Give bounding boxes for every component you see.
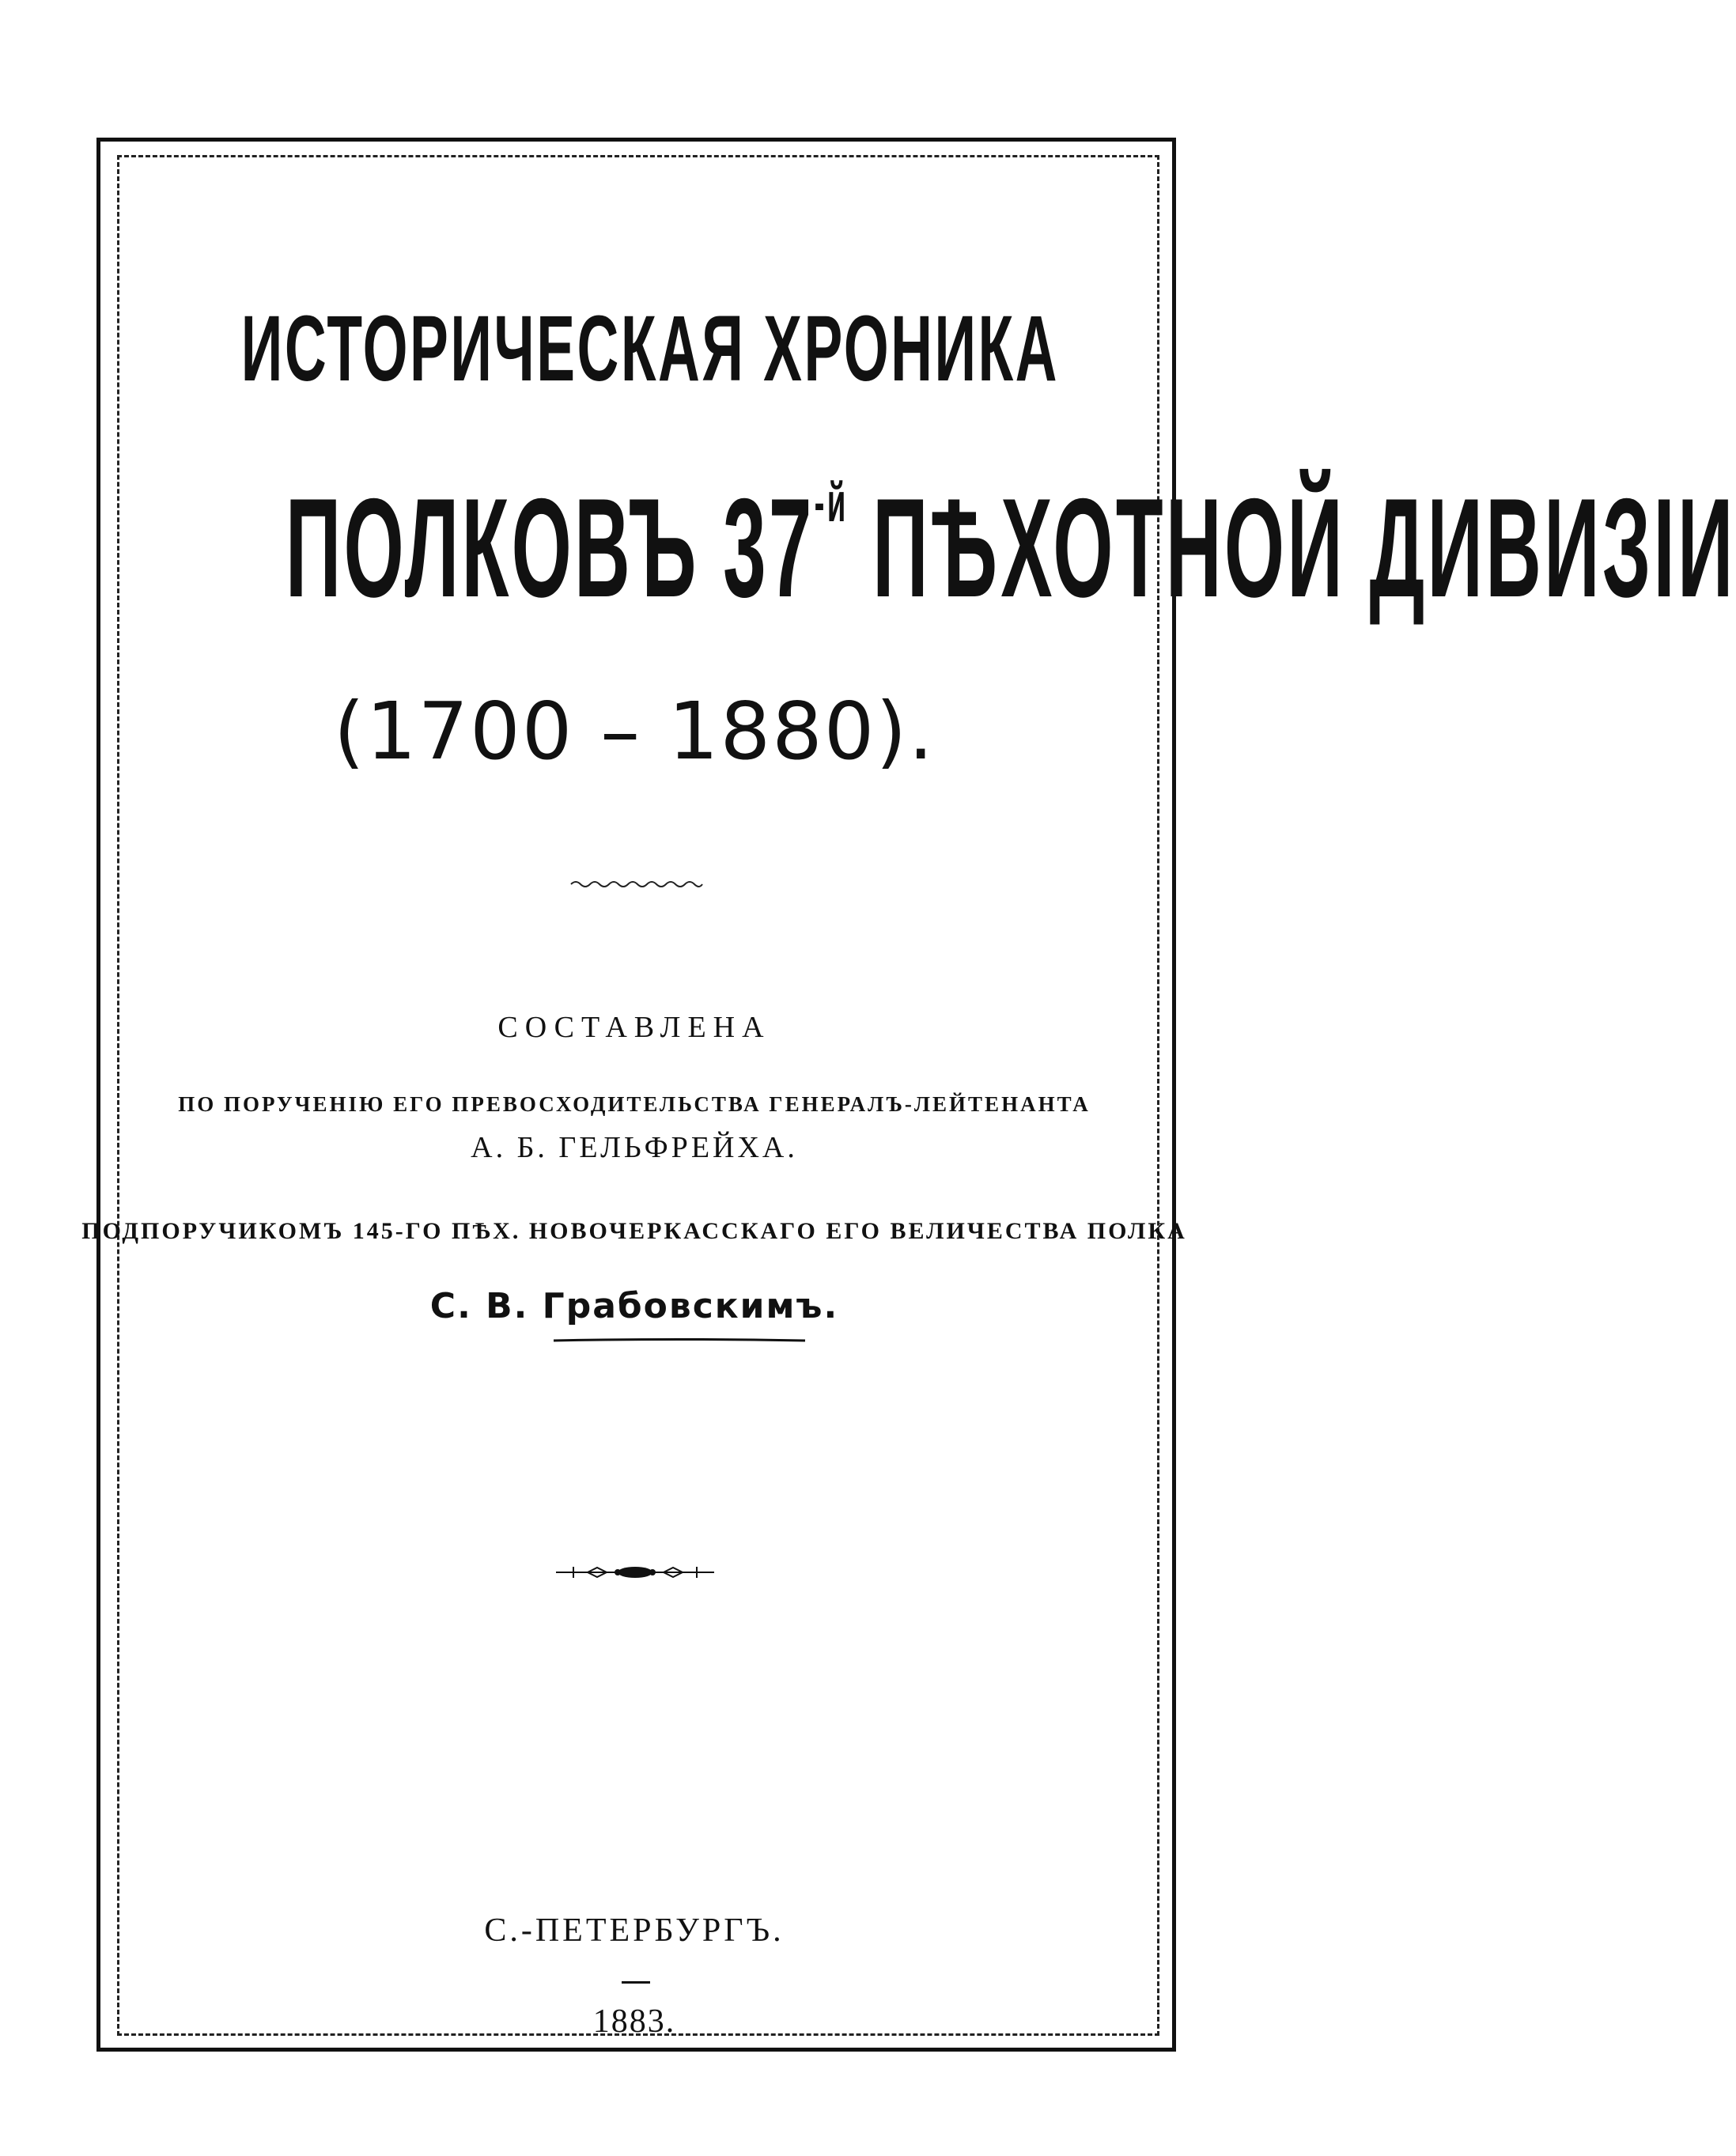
commission-line: ПО ПОРУЧЕНІЮ ЕГО ПРЕВОСХОДИТЕЛЬСТВА ГЕНЕРАЛЪ-ЛЕЙТЕНАНТА	[178, 1092, 1091, 1116]
commissioner-name: А. Б. ГЕЛЬФРЕЙХА.	[471, 1131, 798, 1164]
wavy-ornament-divider	[569, 879, 704, 889]
imprint-dash	[622, 1981, 650, 1984]
title-line-2-main: ПОЛКОВЪ 37	[285, 469, 815, 626]
title-line-2-rest: ПѢХОТНОЙ ДИВИЗІИ	[848, 469, 1736, 626]
composed-label: СОСТАВЛЕНА	[497, 1011, 771, 1044]
author-underline	[554, 1338, 805, 1343]
rank-line: ПОДПОРУЧИКОМЪ 145-ГО ПѢХ. НОВОЧЕРКАССКАГО ЕГО ВЕЛИЧЕСТВА ПОЛКА	[81, 1218, 1187, 1244]
imprint-year: 1883.	[592, 2003, 676, 2040]
center-ornament	[556, 1564, 714, 1580]
title-line-2-superscript: -й	[814, 471, 849, 533]
title-line-1: ИСТОРИЧЕСКАЯ ХРОНИКА	[240, 297, 1059, 401]
imprint-city: С.-ПЕТЕРБУРГЪ.	[484, 1912, 785, 1949]
author-name: С. В. Грабовскимъ.	[429, 1286, 839, 1326]
title-years: (1700 – 1880).	[333, 685, 936, 777]
title-line-2	[285, 469, 1736, 626]
